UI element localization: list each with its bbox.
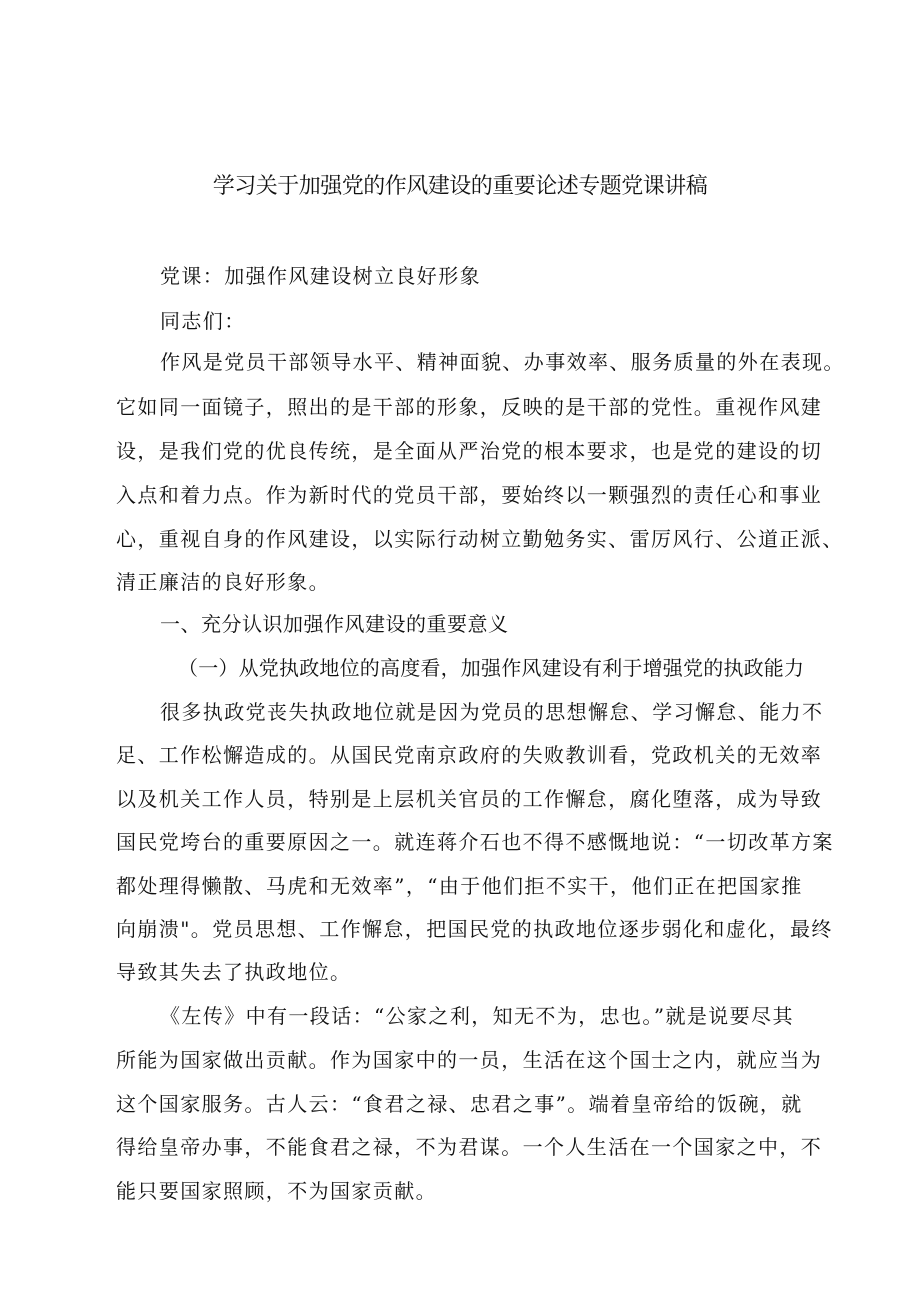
paragraph-line: 足、工作松懈造成的。从国民党南京政府的失败教训看，党政机关的无效率 xyxy=(116,743,823,767)
lecture-subtitle: 党课：加强作风建设树立良好形象 xyxy=(160,264,481,288)
paragraph-line: 清正廉洁的良好形象。 xyxy=(116,570,330,594)
paragraph-line: 作风是党员干部领导水平、精神面貌、办事效率、服务质量的外在表现。 xyxy=(160,350,845,374)
paragraph-line: 这个国家服务。古人云：“食君之禄、忠君之事”。端着皇帝给的饭碗，就 xyxy=(116,1092,803,1116)
document-title: 学习关于加强党的作风建设的重要论述专题党课讲稿 xyxy=(212,174,708,199)
paragraph-line: 都处理得懒散、马虎和无效率”，“由于他们拒不实干，他们正在把国家推 xyxy=(116,874,803,898)
paragraph-line: 以及机关工作人员，特别是上层机关官员的工作懈怠，腐化堕落，成为导致 xyxy=(116,787,823,811)
paragraph-line: 设，是我们党的优良传统，是全面从严治党的根本要求，也是党的建设的切 xyxy=(116,439,823,463)
paragraph-line: 心，重视自身的作风建设，以实际行动树立勤勉务实、雷厉风行、公道正派、 xyxy=(116,527,844,551)
paragraph-line: 向崩溃"。党员思想、工作懈怠，把国民党的执政地位逐步弱化和虚化，最终 xyxy=(116,917,833,941)
paragraph-line: 《左传》中有一段话：“公家之利，知无不为，忠也。”就是说要尽其 xyxy=(160,1004,794,1028)
salutation: 同志们： xyxy=(160,309,246,333)
paragraph-line: 入点和着力点。作为新时代的党员干部，要始终以一颗强烈的责任心和事业 xyxy=(116,483,823,507)
paragraph-line: 很多执政党丧失执政地位就是因为党员的思想懈怠、学习懈怠、能力不 xyxy=(160,700,824,724)
paragraph-line: 国民党垮台的重要原因之一。就连蒋介石也不得不感慨地说：“一切改革方案 xyxy=(116,830,834,854)
subsection-heading: （一）从党执政地位的高度看，加强作风建设有利于增强党的执政能力 xyxy=(178,656,805,680)
paragraph-line: 得给皇帝办事，不能食君之禄，不为君谋。一个人生活在一个国家之中，不 xyxy=(116,1135,823,1159)
section-heading: 一、充分认识加强作风建设的重要意义 xyxy=(160,612,509,636)
paragraph-line: 所能为国家做出贡献。作为国家中的一员，生活在这个国士之内，就应当为 xyxy=(116,1048,823,1072)
paragraph-line: 导致其失去了执政地位。 xyxy=(116,960,352,984)
paragraph-line: 能只要国家照顾，不为国家贡献。 xyxy=(116,1179,437,1203)
paragraph-line: 它如同一面镜子，照出的是干部的形象，反映的是干部的党性。重视作风建 xyxy=(116,395,823,419)
